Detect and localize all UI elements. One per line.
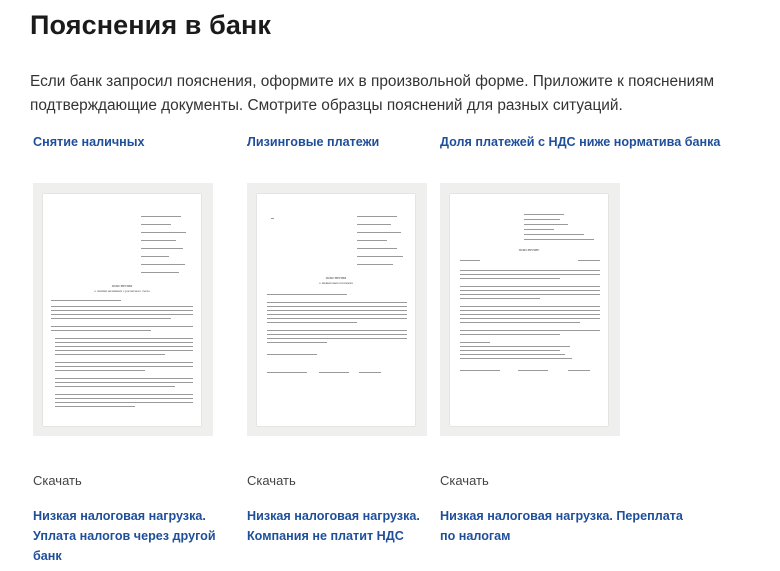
download-link[interactable]: Скачать <box>440 473 489 488</box>
document-preview <box>450 194 608 426</box>
sample-title-line: по налогам <box>440 529 511 543</box>
intro-text: Если банк запросил пояснения, оформите их в произвольной форме. Приложите к пояснениям подтверждающие документы. Смотрите образцы пояснений для разных ситуаций. <box>30 73 715 114</box>
sample-title-link[interactable] <box>33 506 233 566</box>
document-subheading: о снятии наличных с расчетного счета <box>94 289 150 293</box>
sample-title-link[interactable] <box>247 506 437 546</box>
document-preview <box>257 194 415 426</box>
sample-title-line: Низкая налоговая нагрузка. <box>33 509 206 523</box>
document-thumbnail[interactable] <box>247 183 427 436</box>
page-title: Пояснения в банк <box>30 10 272 40</box>
sample-title-link[interactable]: Доля платежей с НДС ниже норматива банка <box>440 135 721 149</box>
document-heading: ПОЯСНЕНИЯ <box>325 276 347 280</box>
sample-title-link[interactable]: Снятие наличных <box>33 135 145 149</box>
sample-title-line: Уплата налогов через другой <box>33 529 216 543</box>
document-thumbnail[interactable] <box>33 183 213 436</box>
sample-title-link[interactable]: Лизинговые платежи <box>247 135 380 149</box>
sample-title-link[interactable] <box>440 506 740 546</box>
sample-title-line: Компания не платит НДС <box>247 529 404 543</box>
document-heading: ПОЯСНЕНИЯ <box>111 284 133 288</box>
sample-title-line: банк <box>33 549 62 563</box>
download-link[interactable]: Скачать <box>247 473 296 488</box>
sample-title-line: Низкая налоговая нагрузка. Переплата <box>440 509 683 523</box>
document-preview <box>43 194 201 426</box>
sample-card-leasing <box>247 133 447 151</box>
document-thumbnail[interactable] <box>440 183 620 436</box>
document-subheading: о лизинговых платежах <box>319 281 353 285</box>
sample-card-cash <box>33 133 233 151</box>
sample-card-vat <box>440 133 740 151</box>
document-heading: ПОЯСНЕНИЕ <box>518 248 540 252</box>
sample-title-line: Низкая налоговая нагрузка. <box>247 509 420 523</box>
download-link[interactable]: Скачать <box>33 473 82 488</box>
